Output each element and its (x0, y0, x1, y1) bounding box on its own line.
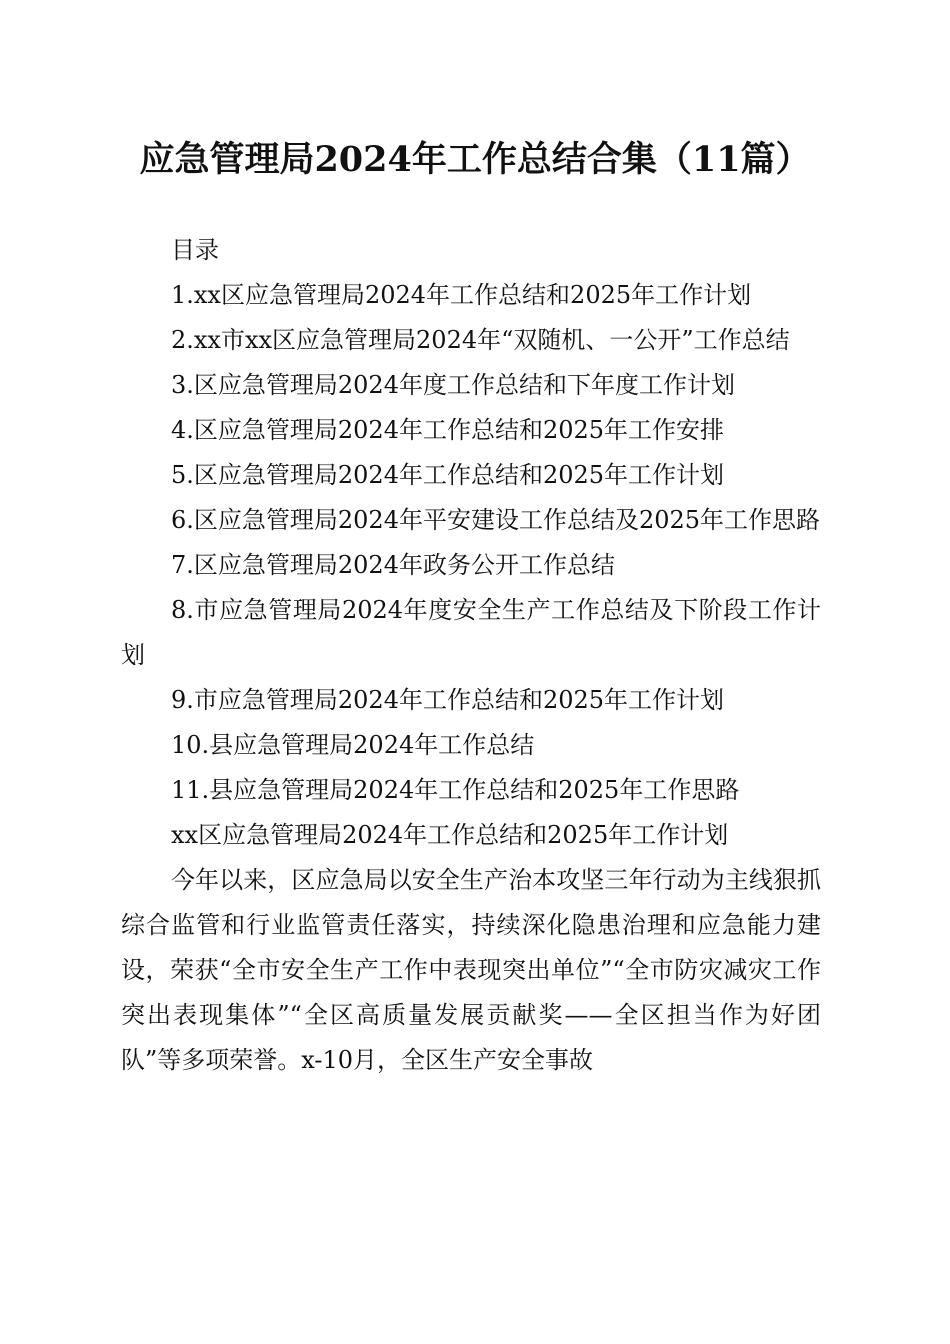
body-paragraph: 今年以来，区应急局以安全生产治本攻坚三年行动为主线狠抓综合监管和行业监管责任落实，持续深化隐患治理和应急能力建设，荣获“全市安全生产工作中表现突出单位”“全市防灾减灾工作突出表现集体”“全区高质量发展贡献奖——全区担当作为好团队”等多项荣誉。x-10月，全区生产安全事故 (121, 866, 821, 1074)
toc-item: 7.区应急管理局2024年政务公开工作总结 (171, 551, 615, 579)
toc-item: 1.xx区应急管理局2024年工作总结和2025年工作计划 (171, 281, 752, 309)
toc-item: 8.市应急管理局2024年度安全生产工作总结及下阶段工作计划 (121, 596, 821, 669)
toc-item: 10.县应急管理局2024年工作总结 (171, 731, 535, 759)
toc-item: 2.xx市xx区应急管理局2024年“双随机、一公开”工作总结 (171, 326, 790, 354)
toc-item: 4.区应急管理局2024年工作总结和2025年工作安排 (171, 416, 725, 444)
section-title: xx区应急管理局2024年工作总结和2025年工作计划 (171, 821, 729, 849)
toc-item: 11.县应急管理局2024年工作总结和2025年工作思路 (171, 776, 740, 804)
document-body (121, 228, 821, 1083)
toc-item: 5.区应急管理局2024年工作总结和2025年工作计划 (171, 461, 725, 489)
toc-item: 6.区应急管理局2024年平安建设工作总结及2025年工作思路 (171, 506, 821, 534)
toc-item: 9.市应急管理局2024年工作总结和2025年工作计划 (171, 686, 725, 714)
toc-item: 3.区应急管理局2024年度工作总结和下年度工作计划 (171, 371, 735, 399)
document-title: 应急管理局2024年工作总结合集（11篇） (139, 139, 811, 180)
toc-heading: 目录 (171, 236, 219, 264)
